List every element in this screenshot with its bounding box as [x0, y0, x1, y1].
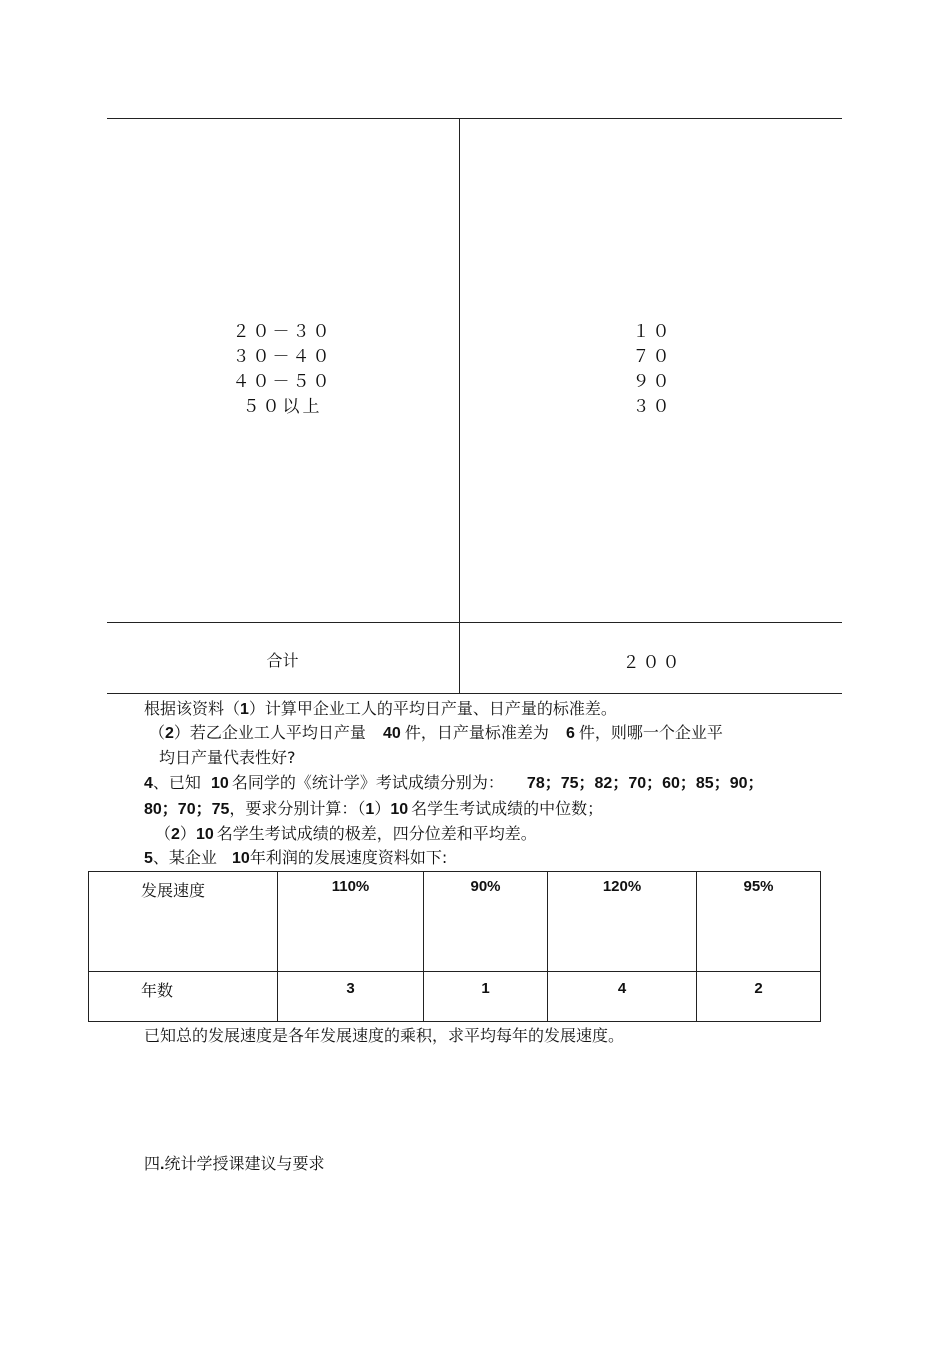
q3-line3: 均日产量代表性好? [159, 748, 296, 767]
years-cell: 1 [424, 972, 548, 1022]
speed-cell: 120% [548, 872, 697, 972]
years-label: 年数 [89, 972, 278, 1022]
q4-line1: 4、已知 10 名同学的《统计学》考试成绩分别为： 78；75；82；70；60；85；90； [144, 773, 764, 792]
note-text: 已知总的发展速度是各年发展速度的乘积，求平均每年的发展速度。 [144, 1026, 625, 1045]
count-column [600, 320, 705, 420]
range-row: ２０－３０ [232, 322, 333, 342]
table-bottom-border [107, 693, 842, 694]
count-row: ３０ [632, 397, 673, 417]
q5-line: 5、某企业 10年利润的发展速度资料如下: [144, 848, 448, 867]
q3-line2: （2）若乙企业工人平均日产量 40 件，日产量标准差为 6 件，则哪一个企业平 [149, 723, 723, 742]
q3-line1: 根据该资料（1）计算甲企业工人的平均日产量、日产量的标准差。 [144, 699, 617, 718]
range-row: ４０－５０ [232, 372, 333, 392]
table-row [89, 872, 821, 972]
count-row: １０ [632, 322, 673, 342]
range-row: ３０－４０ [232, 347, 333, 367]
range-column [200, 320, 365, 420]
table-row [89, 972, 821, 1022]
years-cell: 4 [548, 972, 697, 1022]
total-value: ２００ [622, 653, 683, 673]
speed-label: 发展速度 [89, 872, 278, 972]
count-row: ９０ [632, 372, 673, 392]
speed-cell: 110% [278, 872, 424, 972]
section-heading: 四.统计学授课建议与要求 [144, 1154, 325, 1173]
total-label: 合计 [266, 651, 299, 670]
table-row-divider [107, 622, 842, 623]
table-top-border [107, 118, 842, 119]
growth-rate-table [88, 871, 821, 1022]
range-row: ５０以上 [242, 397, 323, 417]
years-cell: 3 [278, 972, 424, 1022]
q4-line2: 80；70；75，要求分别计算：（1）10 名学生考试成绩的中位数； [144, 799, 604, 818]
years-cell: 2 [697, 972, 821, 1022]
count-row: ７０ [632, 347, 673, 367]
q4-line3: （2）10 名学生考试成绩的极差，四分位差和平均差。 [155, 824, 537, 843]
table-column-divider [459, 118, 460, 694]
speed-cell: 95% [697, 872, 821, 972]
speed-cell: 90% [424, 872, 548, 972]
